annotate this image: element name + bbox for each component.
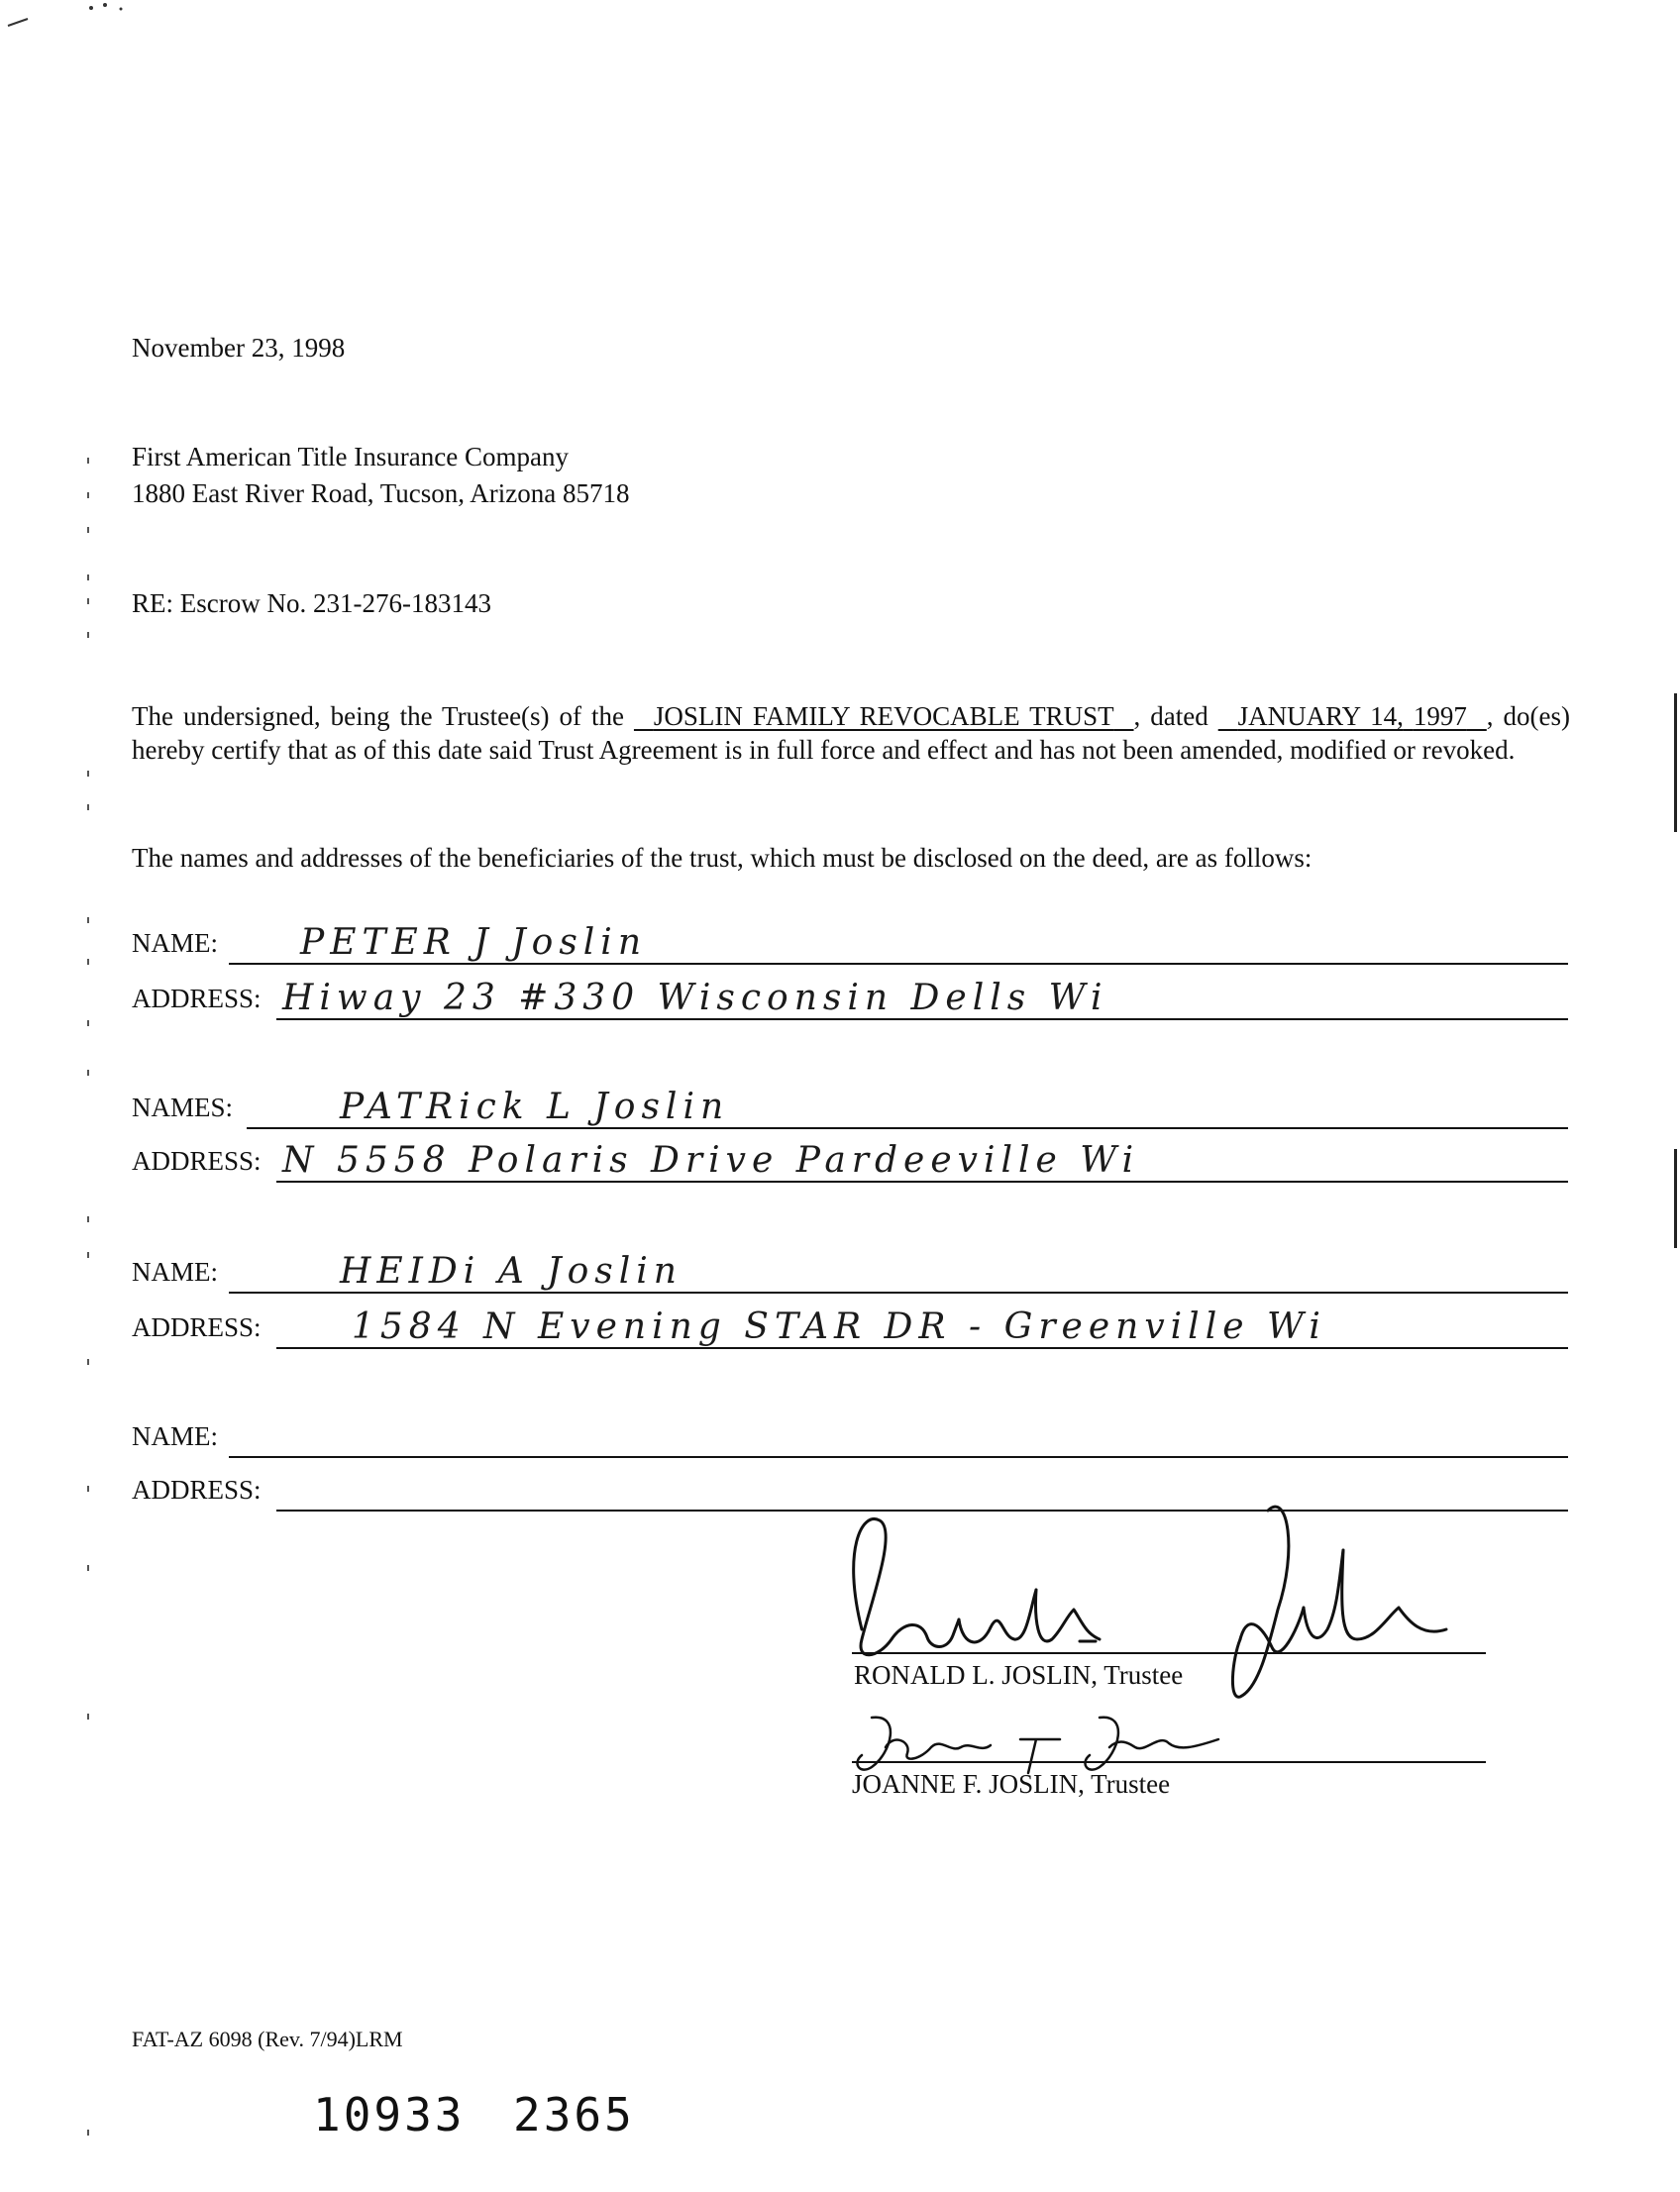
record-number-1: 10933 — [313, 2088, 466, 2141]
beneficiary-2-address[interactable]: N 5558 Polaris Drive Pardeeville Wi — [282, 1140, 1140, 1181]
scan-speck-marks — [0, 0, 158, 40]
name-label: NAME: — [132, 1257, 218, 1287]
certification-paragraph — [132, 699, 1570, 767]
cert-text-3: , do(es) hereby certify that as of this date said Trust Agreement is in full force and effect and has not been amended, modified or revoked. — [132, 701, 1570, 765]
name-line — [229, 1292, 1568, 1294]
recipient-name: First American Title Insurance Company — [132, 442, 569, 471]
name-line — [229, 1456, 1568, 1458]
trust-date: JANUARY 14, 1997 — [1237, 701, 1467, 731]
form-identifier: FAT-AZ 6098 (Rev. 7/94)LRM — [132, 2027, 403, 2051]
address-label: ADDRESS: — [132, 1312, 262, 1342]
letter-date: November 23, 1998 — [132, 333, 346, 363]
beneficiary-1-address-row — [132, 978, 1568, 1020]
recipient-address: 1880 East River Road, Tucson, Arizona 85718 — [132, 478, 630, 508]
trustee-2-caption: JOANNE F. JOSLIN, Trustee — [852, 1769, 1171, 1799]
address-label: ADDRESS: — [132, 1475, 262, 1505]
scan-edge-mark — [1674, 1149, 1677, 1248]
beneficiary-1-name-row — [132, 922, 1568, 965]
name-line — [247, 1127, 1568, 1129]
address-line — [276, 1347, 1568, 1349]
address-line — [276, 1018, 1568, 1020]
trustee-2-signature-line — [852, 1761, 1486, 1763]
trustee-1-caption: RONALD L. JOSLIN, Trustee — [854, 1660, 1184, 1690]
cert-text-2: , dated — [1133, 701, 1208, 731]
escrow-reference: RE: Escrow No. 231-276-183143 — [132, 588, 491, 618]
name-label: NAME: — [132, 928, 218, 958]
beneficiary-3-name-row — [132, 1251, 1568, 1294]
beneficiary-4-name-row — [132, 1418, 1568, 1458]
beneficiary-1-name[interactable]: PETER J Joslin — [300, 922, 648, 963]
beneficiary-2-name-row — [132, 1087, 1568, 1129]
beneficiary-2-name[interactable]: PATRick L Joslin — [340, 1087, 730, 1127]
scan-edge-mark — [1674, 693, 1677, 832]
beneficiary-1-address[interactable]: Hiway 23 #330 Wisconsin Dells Wi — [282, 978, 1108, 1018]
cert-text-1: The undersigned, being the Trustee(s) of the — [132, 701, 624, 731]
beneficiary-3-address-row — [132, 1306, 1568, 1349]
trust-name: JOSLIN FAMILY REVOCABLE TRUST — [653, 701, 1114, 731]
beneficiaries-intro: The names and addresses of the beneficiaries of the trust, which must be disclosed on the deed, are as follows: — [132, 843, 1312, 873]
beneficiary-3-address[interactable]: 1584 N Evening STAR DR - Greenville Wi — [352, 1306, 1326, 1347]
record-number-2: 2365 — [513, 2088, 635, 2141]
names-label: NAMES: — [132, 1093, 234, 1122]
beneficiary-3-name[interactable]: HEIDi A Joslin — [340, 1251, 682, 1292]
name-line — [229, 963, 1568, 965]
name-label: NAME: — [132, 1421, 218, 1451]
beneficiary-2-address-row — [132, 1140, 1568, 1183]
address-label: ADDRESS: — [132, 1146, 262, 1176]
address-line — [276, 1181, 1568, 1183]
address-label: ADDRESS: — [132, 984, 262, 1013]
trustee-1-signature-line — [852, 1652, 1486, 1654]
